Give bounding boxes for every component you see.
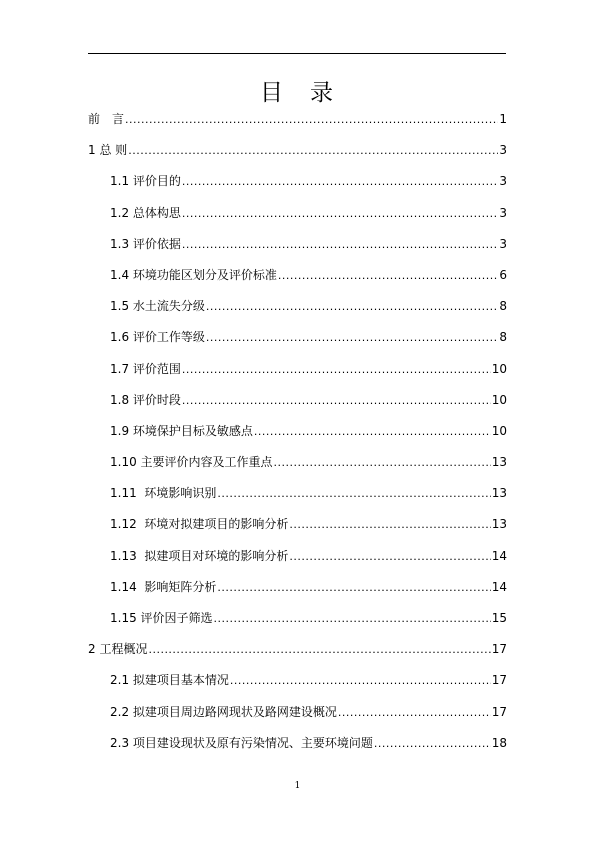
toc-dot-leader <box>278 264 498 287</box>
toc-entry-page: 10 <box>491 392 507 407</box>
toc-entry[interactable] <box>88 607 507 638</box>
toc-entry-label: 1.3 评价依据 <box>110 236 181 251</box>
toc-entry[interactable] <box>88 264 507 295</box>
toc-dot-leader <box>182 233 498 256</box>
toc-entry-label: 1 总 则 <box>88 143 128 158</box>
toc-entry-label: 1.12 环境对拟建项目的影响分析 <box>110 517 289 532</box>
toc-entry[interactable] <box>88 669 507 700</box>
header-rule <box>88 53 506 54</box>
toc-entry[interactable] <box>88 482 507 513</box>
page-number: 1 <box>294 781 301 791</box>
toc-entry-label: 1.2 总体构思 <box>110 205 181 220</box>
toc-entry-label: 2.3 项目建设现状及原有污染情况、主要环境问题 <box>110 735 373 750</box>
toc-entry-label: 1.1 评价目的 <box>110 174 181 189</box>
toc-entry-page: 13 <box>491 517 507 532</box>
toc-entry-page: 6 <box>499 267 507 282</box>
toc-entry-label: 1.14 影响矩阵分析 <box>110 579 217 594</box>
toc-entry[interactable] <box>88 139 507 170</box>
toc-entry-label: 1.8 评价时段 <box>110 392 181 407</box>
toc-entry-page: 17 <box>491 642 507 657</box>
toc-dot-leader <box>182 202 498 225</box>
toc-entry-page: 13 <box>491 486 507 501</box>
toc-dot-leader <box>254 420 491 443</box>
toc-dot-leader <box>274 451 491 474</box>
toc-dot-leader <box>182 170 498 193</box>
toc-entry-page: 14 <box>491 548 507 563</box>
toc-entry[interactable] <box>88 732 507 763</box>
toc-entry-label: 1.4 环境功能区划分及评价标准 <box>110 267 277 282</box>
toc-entry[interactable] <box>88 358 507 389</box>
toc-entry[interactable] <box>88 202 507 233</box>
toc-entry-page: 17 <box>491 673 507 688</box>
toc-entry-label: 1.11 环境影响识别 <box>110 486 217 501</box>
toc-entry-label: 2 工程概况 <box>88 642 148 657</box>
toc-entry[interactable] <box>88 389 507 420</box>
toc-title: 目 录 <box>260 80 335 106</box>
toc-entry-page: 3 <box>499 236 507 251</box>
toc-entry[interactable] <box>88 451 507 482</box>
toc-entry-label: 前 言 <box>88 112 125 126</box>
toc-entry-label: 1.15 评价因子筛选 <box>110 611 213 625</box>
toc-entry[interactable] <box>88 295 507 326</box>
toc-dot-leader <box>214 607 491 630</box>
toc-entry-page: 8 <box>499 330 507 345</box>
toc-entry[interactable] <box>88 513 507 544</box>
toc-entry[interactable] <box>88 233 507 264</box>
toc-dot-leader <box>128 139 498 162</box>
toc-dot-leader <box>206 326 498 349</box>
toc-dot-leader <box>217 576 490 599</box>
toc-dot-leader <box>338 701 491 724</box>
toc-entry-page: 10 <box>491 361 507 376</box>
toc-entry-label: 1.6 评价工作等级 <box>110 330 205 345</box>
toc-dot-leader <box>148 638 490 661</box>
toc-entry[interactable] <box>88 701 507 732</box>
toc-dot-leader <box>182 389 491 412</box>
table-of-contents <box>88 108 507 763</box>
toc-entry-page: 10 <box>491 423 507 438</box>
toc-dot-leader <box>125 108 498 131</box>
toc-entry-label: 2.1 拟建项目基本情况 <box>110 673 229 688</box>
toc-entry[interactable] <box>88 420 507 451</box>
toc-entry-page: 15 <box>491 611 507 625</box>
toc-dot-leader <box>230 669 491 692</box>
toc-entry[interactable] <box>88 545 507 576</box>
toc-entry-label: 2.2 拟建项目周边路网现状及路网建设概况 <box>110 704 337 719</box>
toc-entry-label: 1.7 评价范围 <box>110 361 181 376</box>
toc-entry-page: 3 <box>499 143 507 158</box>
toc-entry-label: 1.9 环境保护目标及敏感点 <box>110 423 253 438</box>
toc-entry[interactable] <box>88 170 507 201</box>
toc-entry-page: 18 <box>491 735 507 750</box>
toc-entry-page: 3 <box>499 205 507 220</box>
toc-dot-leader <box>374 732 491 755</box>
toc-dot-leader <box>206 295 498 318</box>
toc-entry[interactable] <box>88 326 507 357</box>
toc-dot-leader <box>289 545 490 568</box>
toc-entry[interactable] <box>88 638 507 669</box>
toc-entry-page: 1 <box>499 112 507 126</box>
toc-entry-page: 14 <box>491 579 507 594</box>
toc-entry-label: 1.10 主要评价内容及工作重点 <box>110 455 273 470</box>
toc-entry-page: 3 <box>499 174 507 189</box>
toc-dot-leader <box>289 513 490 536</box>
toc-entry-page: 13 <box>491 455 507 470</box>
toc-entry[interactable] <box>88 576 507 607</box>
toc-entry-page: 8 <box>499 299 507 314</box>
toc-entry-page: 17 <box>491 704 507 719</box>
toc-dot-leader <box>182 358 491 381</box>
toc-entry-label: 1.13 拟建项目对环境的影响分析 <box>110 548 289 563</box>
toc-entry-label: 1.5 水土流失分级 <box>110 299 205 314</box>
toc-dot-leader <box>217 482 490 505</box>
toc-entry[interactable] <box>88 108 507 139</box>
